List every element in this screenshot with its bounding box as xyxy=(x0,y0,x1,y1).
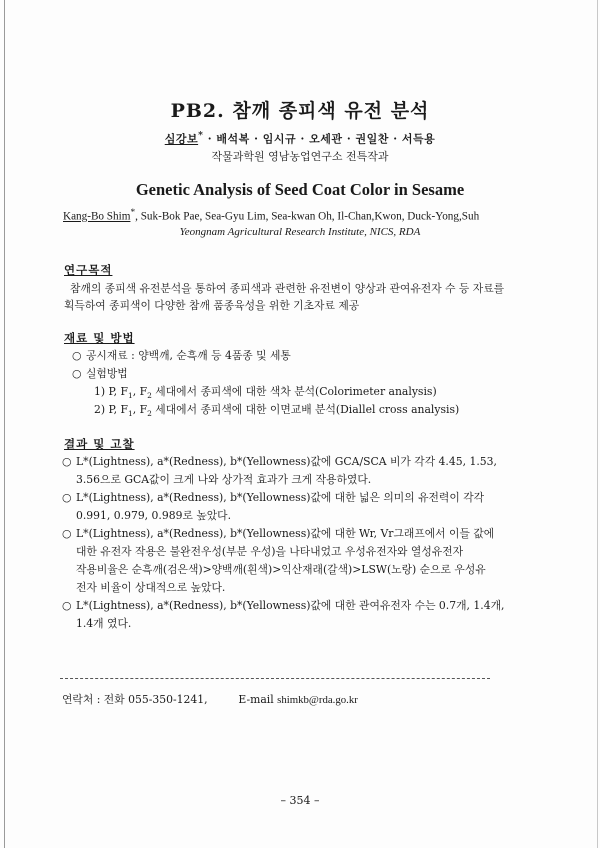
methods-item-materials xyxy=(72,348,291,363)
results-heading: 결과 및 고찰 xyxy=(64,437,135,451)
sub2-prefix: 2) P, F xyxy=(94,403,128,416)
sub1-prefix: 1) P, F xyxy=(94,385,128,398)
results-item-3-line-4: 전자 비율이 상대적으로 높았다. xyxy=(76,581,226,594)
results-item-4-text-1: L*(Lightness), a*(Redness), b*(Yellowness)값에 대한 관여유전자 수는 0.7개, 1.4개, xyxy=(76,599,505,612)
results-item-1-text-1: L*(Lightness), a*(Redness), b*(Yellowness)값에 GCA/SCA 비가 각각 4.45, 1.53, xyxy=(76,455,497,468)
page-left-edge xyxy=(4,0,5,848)
page-right-edge xyxy=(597,0,598,848)
email-label: E-mail xyxy=(238,693,274,706)
email-address: shimkb@rda.go.kr xyxy=(277,694,358,706)
methods-item-procedure-text: 실험방법 xyxy=(86,367,128,380)
results-item-3-line-2: 대한 유전자 작용은 불완전우성(부분 우성)을 나타내었고 우성유전자와 열성유전자 xyxy=(76,545,464,558)
english-authors xyxy=(63,208,543,223)
page-number: – 354 – xyxy=(280,794,320,807)
korean-coauthors: · 배석복 · 임시규 · 오세관 · 권일찬 · 서득용 xyxy=(207,132,436,146)
results-item-4-line-2: 1.4개 였다. xyxy=(76,617,132,630)
methods-sub-diallel xyxy=(94,402,459,418)
sub2-subscript-2: 2 xyxy=(147,409,152,419)
bullet-circle: ○ xyxy=(72,349,82,362)
korean-corresponding-mark: * xyxy=(198,130,204,141)
objective-text xyxy=(64,280,516,314)
methods-sub-colorimeter xyxy=(94,384,437,400)
objective-body: 참깨의 종피색 유전분석을 통하여 종피색과 관련한 유전변이 양상과 관여유전자 수 등 자료를 획득하여 종피색이 다양한 참깨 품종육성을 위한 기초자료 제공 xyxy=(64,282,505,312)
methods-item-procedure xyxy=(72,366,128,381)
results-item-4-line-1 xyxy=(62,598,504,613)
english-affiliation: Yeongnam Agricultural Research Institute, NICS, RDA xyxy=(179,226,421,238)
english-corresponding-mark: * xyxy=(130,208,136,218)
results-item-2-text-1: L*(Lightness), a*(Redness), b*(Yellowness)값에 대한 넓은 의미의 유전력이 각각 xyxy=(76,491,485,504)
methods-item-materials-text: 공시재료 : 양백깨, 순흑깨 등 4품종 및 세통 xyxy=(86,349,291,362)
results-item-1-line-2: 3.56으로 GCA값이 크게 나와 상가적 효과가 크게 작용하였다. xyxy=(76,473,372,486)
bullet-circle: ○ xyxy=(62,455,72,468)
sub2-subscript-1: 1 xyxy=(127,409,133,419)
results-item-3-line-1 xyxy=(62,526,494,541)
bullet-circle: ○ xyxy=(72,367,82,380)
sub2-rest: 세대에서 종피색에 대한 이면교배 분석(Diallel cross analysis) xyxy=(151,403,460,416)
english-first-author: Kang-Bo Shim xyxy=(63,210,131,223)
korean-affiliation: 작물과학원 영남농업연구소 전특작과 xyxy=(211,150,389,163)
bullet-circle: ○ xyxy=(62,599,72,612)
footer-dashed-rule xyxy=(60,678,490,679)
methods-heading: 재료 및 방법 xyxy=(64,331,135,345)
sub2-mid: , F xyxy=(132,403,148,416)
bullet-circle: ○ xyxy=(62,527,72,540)
korean-title: PB2. 참깨 종피색 유전 분석 xyxy=(170,100,430,122)
korean-first-author: 심강보 xyxy=(164,132,199,146)
sub1-rest: 세대에서 종피색에 대한 색차 분석(Colorimeter analysis) xyxy=(151,385,437,398)
bullet-circle: ○ xyxy=(62,491,72,504)
sub1-subscript-2: 2 xyxy=(147,391,152,401)
english-title: Genetic Analysis of Seed Coat Color in Sesame xyxy=(135,180,465,199)
results-item-2-line-1 xyxy=(62,490,484,505)
contact-phone: 연락처 : 전화 055-350-1241, xyxy=(62,693,208,706)
results-item-3-line-3: 작용비율은 순흑깨(검은색)>양백깨(흰색)>익산재래(갈색)>LSW(노랑) 순으로 우성유 xyxy=(76,563,486,576)
english-coauthors: , Suk-Bok Pae, Sea-Gyu Lim, Sea-kwan Oh, Il-Chan,Kwon, Duck-Yong,Suh xyxy=(135,210,480,223)
sub1-mid: , F xyxy=(132,385,148,398)
results-item-3-text-1: L*(Lightness), a*(Redness), b*(Yellowness)값에 대한 Wr, Vr그래프에서 이들 값에 xyxy=(76,527,495,540)
results-item-2-line-2: 0.991, 0.979, 0.989로 높았다. xyxy=(76,509,232,522)
results-item-1-line-1 xyxy=(62,454,497,469)
sub1-subscript-1: 1 xyxy=(127,391,133,401)
contact-info xyxy=(62,692,358,707)
objective-heading: 연구목적 xyxy=(64,263,113,277)
korean-authors xyxy=(0,130,600,147)
